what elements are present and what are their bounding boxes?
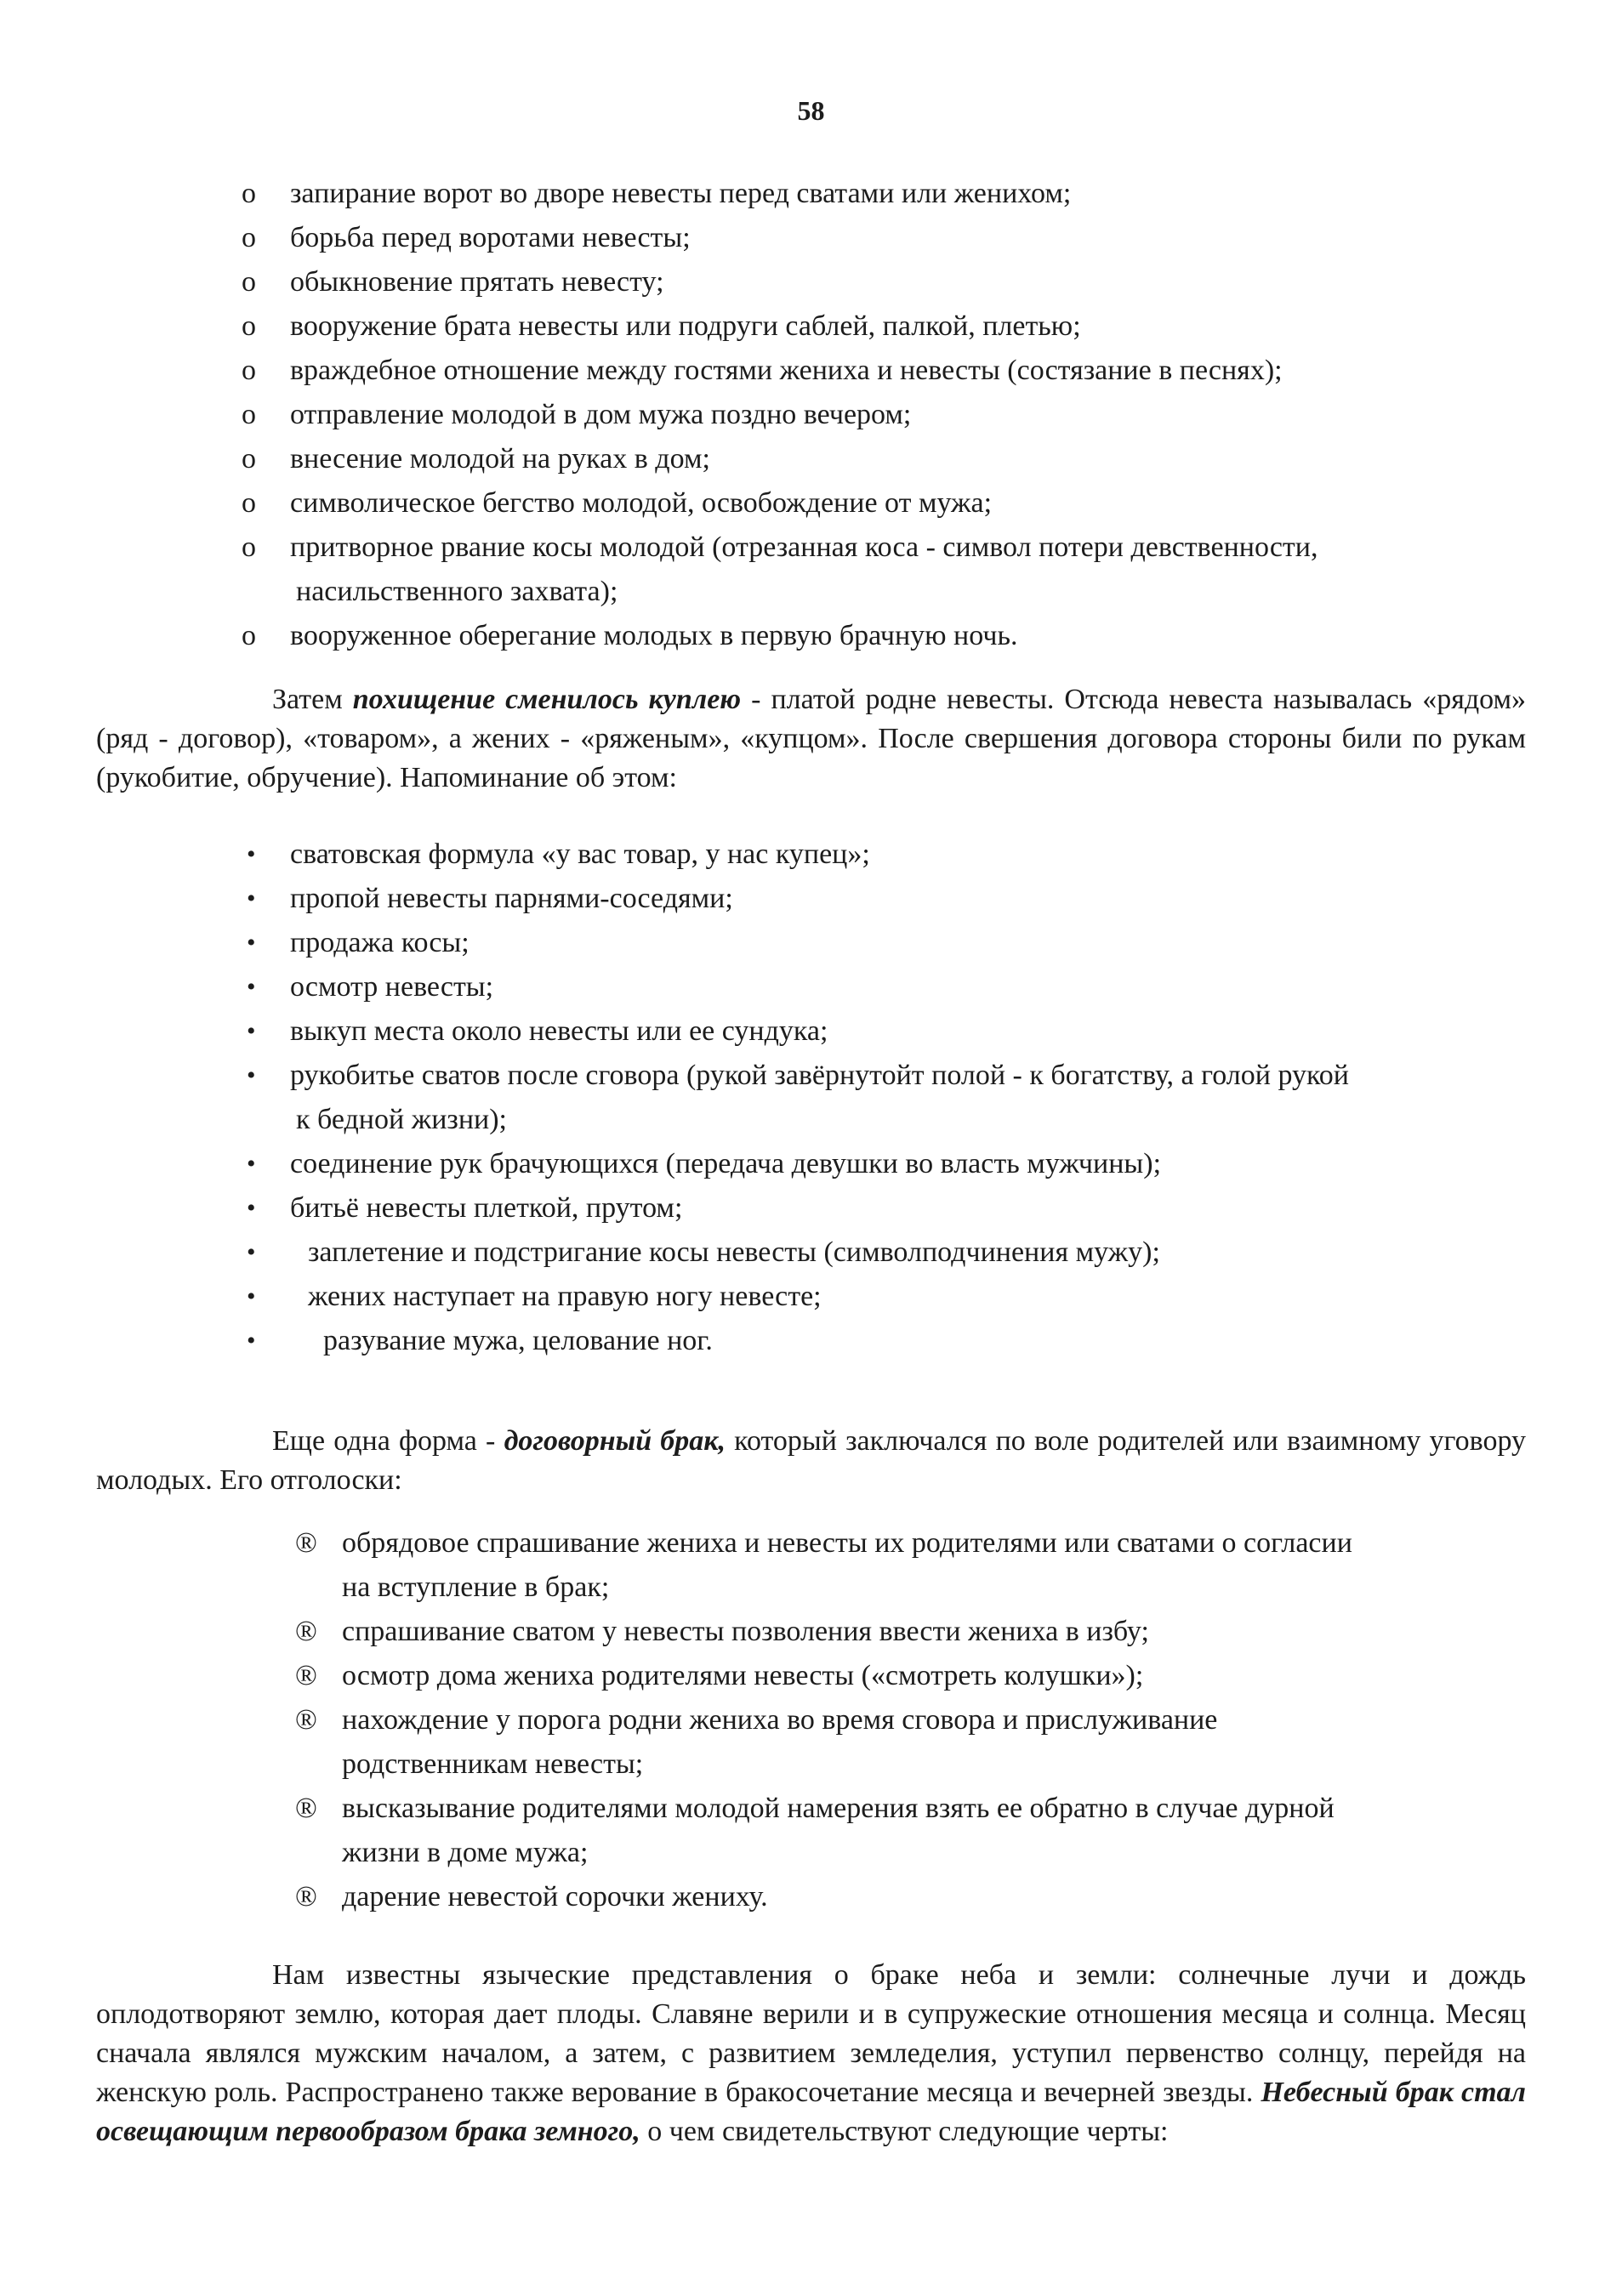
bullet-marker: • — [247, 1238, 256, 1266]
list-item — [242, 921, 1534, 965]
bullet-marker: • — [247, 1150, 256, 1178]
list-item — [295, 1654, 1503, 1698]
bullet-marker: • — [247, 1194, 256, 1222]
circle-marker: o — [242, 531, 256, 563]
circle-marker: o — [242, 620, 256, 651]
list-item — [242, 877, 1534, 921]
registered-marker: ® — [295, 1881, 317, 1912]
list-item-continuation: на вступление в брак; — [342, 1571, 610, 1603]
list-item-text: разувание мужа, целование ног. — [323, 1325, 713, 1356]
circle-marker: o — [242, 266, 256, 298]
bullet-marker: • — [247, 884, 256, 912]
list-item-text: символическое бегство молодой, освобождение от мужа; — [290, 487, 993, 519]
list-item-text: соединение рук брачующихся (передача девушки во власть мужчины); — [290, 1148, 1162, 1179]
bullet-marker: • — [247, 1017, 256, 1045]
list-item — [295, 1521, 1503, 1610]
list-item — [295, 1875, 1503, 1919]
paragraph-lead: Затем — [272, 684, 353, 715]
list-item-text: рукобитье сватов после сговора (рукой завёрнутойт полой - к богатству, а голой рукой — [290, 1060, 1350, 1091]
list-item — [242, 304, 1534, 349]
paragraph-emphasis: Небесный брак стал освещающим первообразом брака земного, — [96, 2077, 1526, 2147]
circle-marker: o — [242, 355, 256, 386]
list-item-text: осмотр дома жениха родителями невесты («смотреть колушки»); — [342, 1660, 1144, 1691]
bullet-marker: • — [247, 1282, 256, 1310]
bullet-marker: • — [247, 1327, 256, 1355]
list-item — [295, 1787, 1503, 1875]
paragraph-emphasis: похищение сменилось куплею — [352, 684, 742, 715]
circle-marker: o — [242, 399, 256, 430]
list-item-text: продажа косы; — [290, 927, 470, 958]
circle-marker: o — [242, 487, 256, 519]
list-item — [242, 1009, 1534, 1054]
list-item — [295, 1610, 1503, 1654]
list-item — [242, 1054, 1534, 1142]
bullet-marker: • — [247, 1061, 256, 1089]
paragraph-rest: который заключался по воле родителей или взаимному уговору молодых. Его отголоски: — [96, 1425, 1526, 1496]
list-item — [242, 1319, 1534, 1363]
list-item-text: заплетение и подстригание косы невесты (символподчинения мужу); — [308, 1236, 1160, 1268]
list-item — [242, 216, 1534, 260]
list-item-text: притворное рвание косы молодой (отрезанная коса - символ потери девственности, — [290, 531, 1318, 563]
paragraph-lead: Еще одна форма - — [272, 1425, 504, 1457]
list-item-continuation: насильственного захвата); — [296, 576, 618, 607]
list-item-text: отправление молодой в дом мужа поздно вечером; — [290, 399, 912, 430]
list-item — [242, 833, 1534, 877]
list-item — [242, 481, 1534, 526]
registered-marker: ® — [295, 1704, 317, 1736]
list-circle — [242, 172, 1534, 658]
list-item-text: борьба перед воротами невесты; — [290, 222, 691, 253]
list-item-text: битьё невесты плеткой, прутом; — [290, 1192, 683, 1224]
paragraph-purchase — [96, 680, 1526, 798]
list-item-text: осмотр невесты; — [290, 971, 494, 1003]
page-number: 58 — [797, 95, 825, 126]
list-item-text: враждебное отношение между гостями жениха и невесты (состязание в песнях); — [290, 355, 1283, 386]
list-item — [242, 965, 1534, 1009]
list-item — [242, 172, 1534, 216]
list-item — [242, 437, 1534, 481]
list-item-text: жених наступает на правую ногу невесте; — [308, 1281, 822, 1312]
paragraph-rest: - платой родне невесты. Отсюда невеста называлась «рядом» (ряд - договор), «товаром», а жених - «ряженым», «купцом». После свершения договора стороны били по рукам (рукобитие, обручение). Напоминание об этом: — [96, 684, 1526, 793]
list-item-text: нахождение у порога родни жениха во время сговора и прислуживание — [342, 1704, 1218, 1736]
list-item-text: сватовская формула «у вас товар, у нас купец»; — [290, 838, 870, 870]
registered-marker: ® — [295, 1527, 317, 1559]
list-item — [295, 1698, 1503, 1787]
registered-marker: ® — [295, 1793, 317, 1824]
list-item — [242, 614, 1534, 658]
list-bullet — [242, 833, 1534, 1363]
list-item-text: вооруженное оберегание молодых в первую брачную ночь. — [290, 620, 1018, 651]
bullet-marker: • — [247, 929, 256, 957]
list-item-text: запирание ворот во дворе невесты перед сватами или женихом; — [290, 178, 1072, 209]
circle-marker: o — [242, 178, 256, 209]
list-item — [242, 1275, 1534, 1319]
bullet-marker: • — [247, 973, 256, 1001]
list-item-text: обыкновение прятать невесту; — [290, 266, 664, 298]
list-item-text: пропой невесты парнями-соседями; — [290, 883, 733, 914]
paragraph-sky-earth-marriage — [96, 1956, 1526, 2151]
list-item-continuation: жизни в доме мужа; — [342, 1837, 589, 1868]
list-item-continuation: родственникам невесты; — [342, 1748, 644, 1780]
list-item — [242, 526, 1534, 614]
paragraph-rest: о чем свидетельствуют следующие черты: — [640, 2116, 1169, 2147]
list-item-text: высказывание родителями молодой намерения взять ее обратно в случае дурной — [342, 1793, 1335, 1824]
list-item — [242, 260, 1534, 304]
list-item — [242, 349, 1534, 393]
list-item-text: вооружение брата невесты или подруги саблей, палкой, плетью; — [290, 310, 1081, 342]
paragraph-emphasis: договорный брак, — [504, 1425, 726, 1457]
list-registered — [295, 1521, 1503, 1919]
registered-marker: ® — [295, 1660, 317, 1691]
list-item-text: спрашивание сватом у невесты позволения ввести жениха в избу; — [342, 1616, 1149, 1647]
list-item — [242, 393, 1534, 437]
list-item-continuation: к бедной жизни); — [296, 1104, 507, 1135]
list-item — [242, 1142, 1534, 1186]
list-item-text: выкуп места около невесты или ее сундука; — [290, 1015, 828, 1047]
registered-marker: ® — [295, 1616, 317, 1647]
circle-marker: o — [242, 222, 256, 253]
circle-marker: o — [242, 443, 256, 475]
list-item — [242, 1230, 1534, 1275]
list-item-text: дарение невестой сорочки жениху. — [342, 1881, 768, 1912]
list-item-text: внесение молодой на руках в дом; — [290, 443, 710, 475]
circle-marker: o — [242, 310, 256, 342]
list-item-text: обрядовое спрашивание жениха и невесты их родителями или сватами о согласии — [342, 1527, 1352, 1559]
bullet-marker: • — [247, 840, 256, 868]
paragraph-lead: Нам известны языческие представления о браке неба и земли: солнечные лучи и дождь оплодотворяют землю, которая дает плоды. Славяне верили и в супружеские отношения месяца и солнца. Месяц сначала являлся мужским началом, а затем, с развитием земледелия, уступил первенство солнцу, перейдя на женскую роль. Распространено также верование в бракосочетание месяца и вечерней звезды. — [96, 1959, 1526, 2108]
paragraph-contract-marriage — [96, 1422, 1526, 1500]
list-item — [242, 1186, 1534, 1230]
